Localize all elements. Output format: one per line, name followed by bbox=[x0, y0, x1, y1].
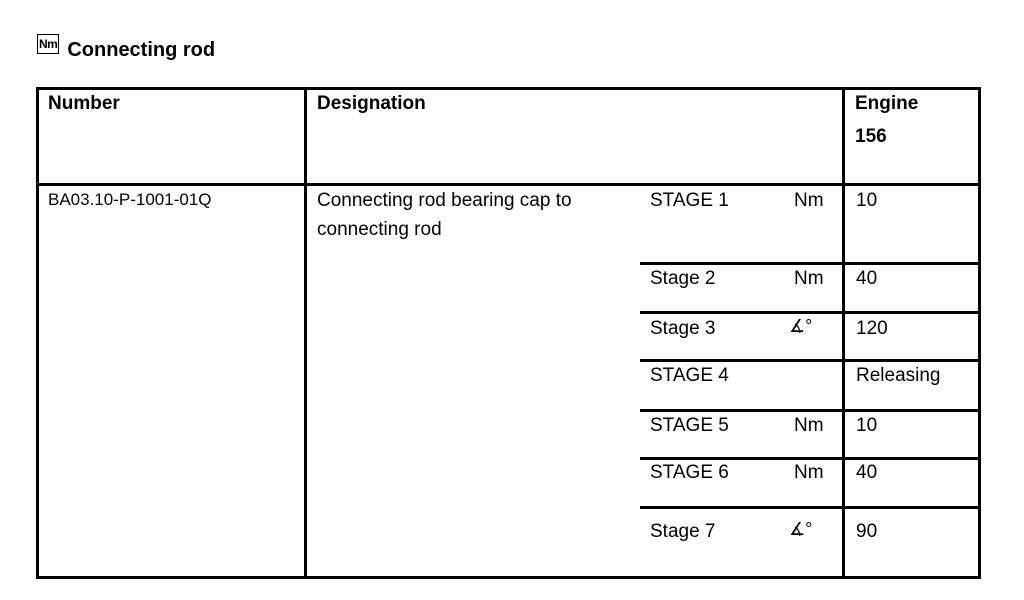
stage-label: Stage 2 bbox=[650, 268, 716, 289]
column-header-number: Number bbox=[48, 93, 120, 114]
stage-label: STAGE 4 bbox=[650, 365, 729, 386]
stage-label: STAGE 5 bbox=[650, 415, 729, 436]
column-header-designation: Designation bbox=[317, 93, 426, 114]
designation-text-line2: connecting rod bbox=[317, 219, 442, 240]
part-number: BA03.10-P-1001-01Q bbox=[48, 190, 212, 209]
stage-unit: Nm bbox=[794, 268, 824, 289]
stage-value: 120 bbox=[856, 318, 888, 339]
stage-value: 10 bbox=[856, 190, 878, 211]
stage-value: 10 bbox=[856, 415, 878, 436]
torque-nm-icon: Nm bbox=[37, 34, 59, 54]
stage-value: 40 bbox=[856, 462, 878, 483]
stage-value: 90 bbox=[856, 521, 878, 542]
stage-label: Stage 3 bbox=[650, 318, 716, 339]
stage-label: Stage 7 bbox=[650, 521, 716, 542]
angle-icon: ∡° bbox=[789, 519, 813, 539]
column-header-engine-code: 156 bbox=[855, 126, 887, 147]
column-divider-number bbox=[304, 87, 307, 579]
stage-value: 40 bbox=[856, 268, 878, 289]
stage-value: Releasing bbox=[856, 365, 941, 386]
column-header-engine: Engine bbox=[855, 93, 919, 114]
angle-icon: ∡° bbox=[789, 316, 813, 336]
stage-label: STAGE 1 bbox=[650, 190, 729, 211]
page-title: Connecting rod bbox=[67, 38, 216, 61]
stage-unit: Nm bbox=[794, 462, 824, 483]
section-heading bbox=[37, 36, 215, 64]
designation-text-line1: Connecting rod bearing cap to bbox=[317, 190, 572, 211]
row-divider bbox=[640, 506, 981, 509]
stage-unit: Nm bbox=[794, 415, 824, 436]
stage-unit: Nm bbox=[794, 190, 824, 211]
stage-label: STAGE 6 bbox=[650, 462, 729, 483]
